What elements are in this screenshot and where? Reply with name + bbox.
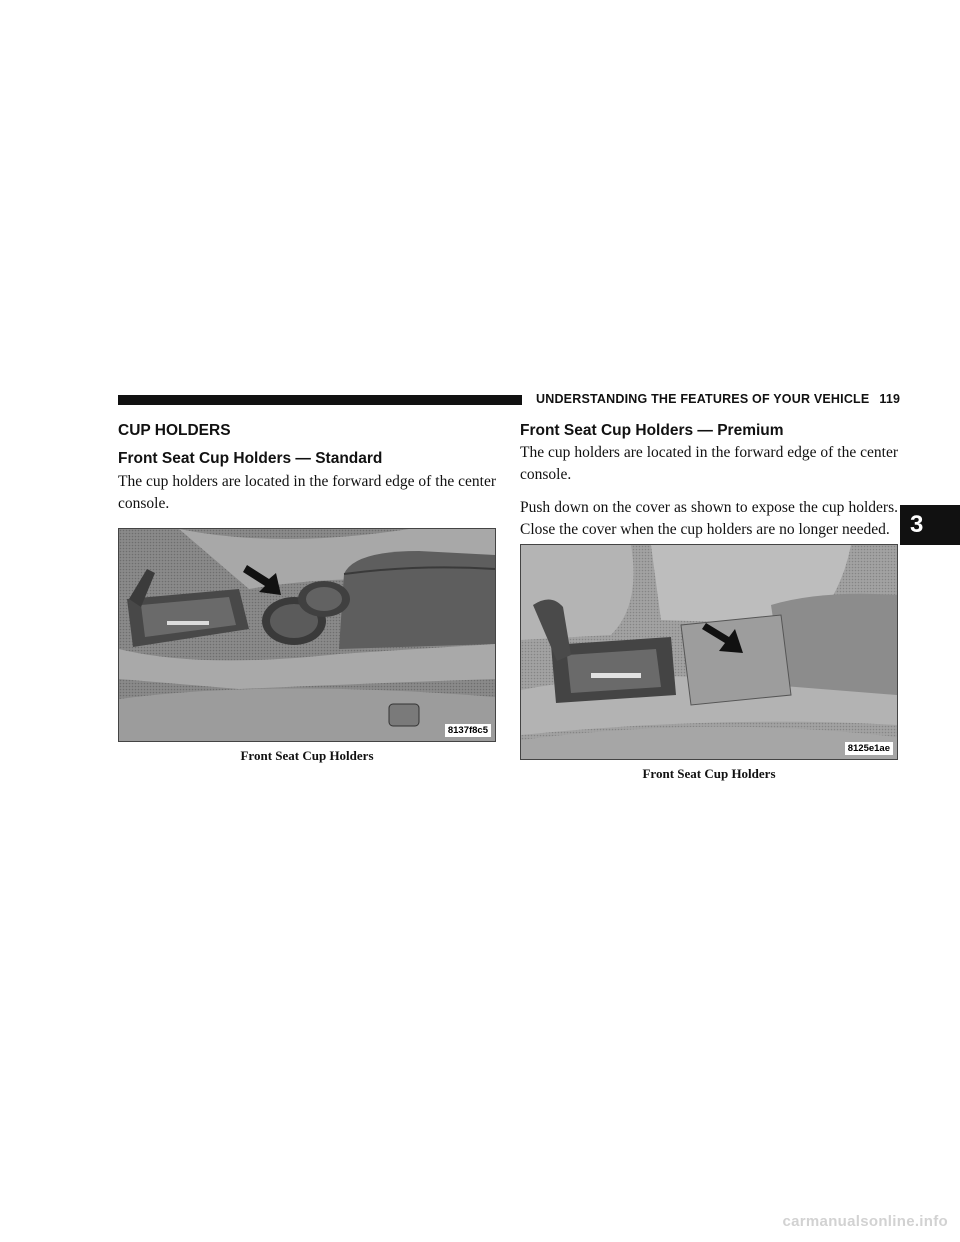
console-illustration — [521, 545, 897, 759]
running-header — [536, 392, 901, 408]
section-tab: 3 — [900, 505, 960, 545]
figure-code: 8137f8c5 — [445, 724, 491, 737]
watermark: carmanualsonline.info — [782, 1213, 948, 1230]
figure-standard-cup-holders — [118, 528, 496, 742]
figure-caption: Front Seat Cup Holders — [642, 766, 776, 781]
section-title: CUP HOLDERS — [118, 422, 231, 439]
right-column — [520, 420, 898, 782]
console-illustration — [119, 529, 495, 741]
body-paragraph: The cup holders are located in the forward edge of the center console. — [118, 473, 496, 512]
figure-caption: Front Seat Cup Holders — [240, 748, 374, 763]
body-paragraph-1: The cup holders are located in the forward edge of the center console. — [520, 444, 898, 483]
header-rule — [118, 395, 522, 405]
left-column — [118, 420, 496, 764]
body-paragraph-2: Push down on the cover as shown to expose the cup holders. Close the cover when the cup holders are no longer needed. — [520, 499, 898, 538]
subsection-title-standard: Front Seat Cup Holders — Standard — [118, 450, 383, 467]
subsection-title-premium: Front Seat Cup Holders — Premium — [520, 422, 784, 439]
figure-code: 8125e1ae — [845, 742, 893, 755]
figure-premium-cup-holders — [520, 544, 898, 760]
page-number: 119 — [879, 392, 901, 406]
running-title: UNDERSTANDING THE FEATURES OF YOUR VEHICLE — [536, 392, 870, 406]
